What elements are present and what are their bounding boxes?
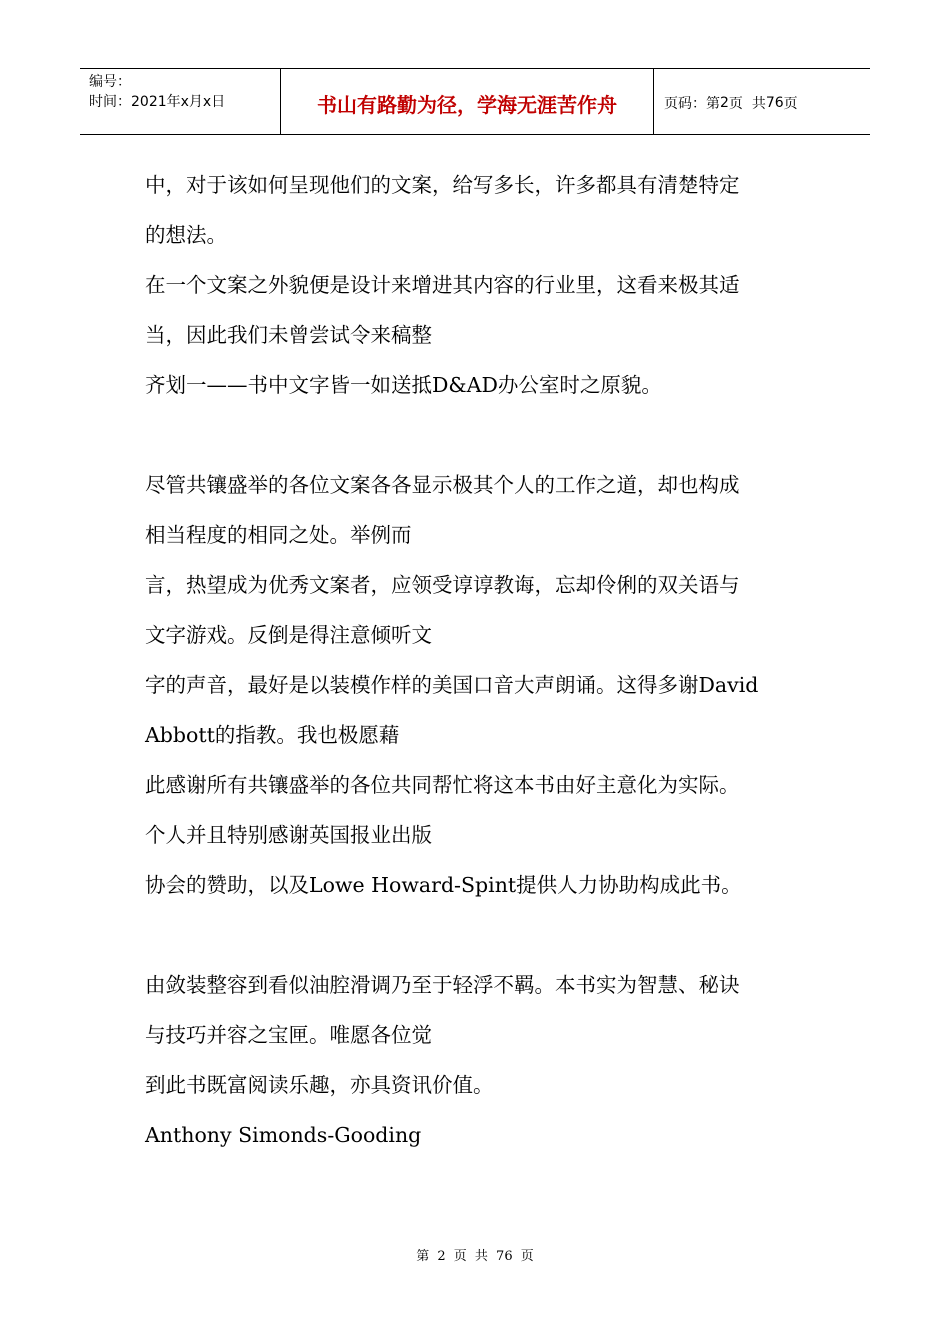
document-body [145, 160, 825, 1160]
header-meta [80, 69, 281, 134]
date-label: 时间：2021年x月x日 [89, 94, 226, 110]
header-motto: 书山有路勤为径，学海无涯苦作舟 [281, 69, 654, 134]
body-line: 字的声音，最好是以装模作样的美国口音大声朗诵。这得多谢David [145, 673, 759, 697]
page-prefix: 页码：第 [664, 95, 720, 112]
body-line: 个人并且特别感谢英国报业出版 [145, 823, 432, 847]
body-line: 言，热望成为优秀文案者，应领受谆谆教诲，忘却伶俐的双关语与 [145, 573, 740, 597]
author-signature: Anthony Simonds-Gooding [145, 1123, 422, 1147]
body-line: 齐划一——书中文字皆一如送抵D&AD办公室时之原貌。 [145, 373, 662, 397]
body-line: 相当程度的相同之处。举例而 [145, 523, 412, 547]
body-line: 在一个文案之外貌便是设计来增进其内容的行业里，这看来极其适 [145, 273, 740, 297]
page-header [80, 68, 870, 135]
body-line: 当，因此我们未曾尝试令来稿整 [145, 323, 432, 347]
body-line: 此感谢所有共镶盛举的各位共同帮忙将这本书由好主意化为实际。 [145, 773, 740, 797]
body-line: 到此书既富阅读乐趣，亦具资讯价值。 [145, 1073, 494, 1097]
serial-label: 编号： [89, 74, 131, 90]
body-line: 协会的赞助，以及Lowe Howard-Spint提供人力协助构成此书。 [145, 873, 742, 897]
body-line: 文字游戏。反倒是得注意倾听文 [145, 623, 432, 647]
body-line: 的想法。 [145, 223, 227, 247]
header-page-info [654, 69, 870, 134]
body-line: 由敛装整容到看似油腔滑调乃至于轻浮不羁。本书实为智慧、秘诀 [145, 973, 740, 997]
body-line: 与技巧并容之宝匣。唯愿各位觉 [145, 1023, 432, 1047]
body-line: 尽管共镶盛举的各位文案各各显示极其个人的工作之道，却也构成 [145, 473, 740, 497]
paragraph-gap [145, 910, 825, 960]
page-suffix: 页 [783, 95, 798, 112]
page-footer: 第 2 页 共 76 页 [416, 1249, 534, 1264]
paragraph-gap [145, 410, 825, 460]
page-number: 2 [720, 94, 729, 111]
page-mid: 页 共 [728, 95, 766, 112]
body-line: Abbott的指教。我也极愿藉 [145, 723, 400, 747]
page-total: 76 [765, 94, 784, 111]
body-line: 中，对于该如何呈现他们的文案，给写多长，许多都具有清楚特定 [145, 173, 740, 197]
